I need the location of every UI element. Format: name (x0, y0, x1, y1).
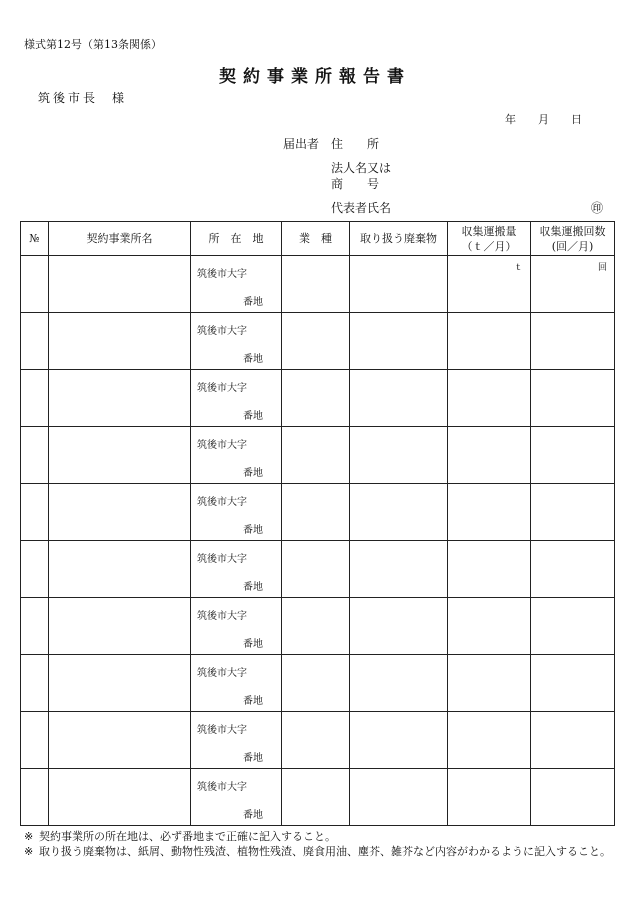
header-amount-unit: （ｔ／月） (461, 239, 517, 253)
address-suffix: 番地 (243, 639, 263, 650)
note-item (24, 844, 614, 859)
table-row (21, 256, 615, 313)
cell-no[interactable] (21, 370, 49, 427)
header-count-title: 収集運搬回数 (539, 224, 606, 238)
address-suffix: 番地 (243, 354, 263, 365)
table-row (21, 484, 615, 541)
date-day-label: 日 (571, 113, 582, 126)
cell-location[interactable] (191, 712, 282, 769)
notes (24, 829, 614, 859)
address-prefix: 筑後市大字 (197, 269, 247, 280)
cell-count[interactable] (531, 598, 615, 655)
address-suffix: 番地 (243, 696, 263, 707)
cell-amount[interactable] (448, 427, 531, 484)
addressee (38, 89, 127, 106)
cell-no[interactable] (21, 541, 49, 598)
cell-count[interactable] (531, 256, 615, 313)
cell-count[interactable] (531, 313, 615, 370)
cell-facility-name[interactable] (49, 427, 191, 484)
cell-waste[interactable] (350, 712, 448, 769)
address-prefix: 筑後市大字 (197, 326, 247, 337)
table-row (21, 655, 615, 712)
cell-count[interactable] (531, 541, 615, 598)
table-row (21, 598, 615, 655)
header-amount (448, 222, 531, 256)
count-unit: 回 (597, 263, 607, 273)
header-no: № (21, 222, 49, 256)
header-waste: 取り扱う廃棄物 (350, 222, 448, 256)
note-text: 契約事業所の所在地は、必ず番地まで正確に記入すること。 (39, 830, 336, 843)
table-header-row (21, 222, 615, 256)
cell-no[interactable] (21, 769, 49, 826)
cell-waste[interactable] (350, 427, 448, 484)
address-prefix: 筑後市大字 (197, 440, 247, 451)
document-title: 契約事業所報告書 (219, 67, 411, 87)
cell-amount[interactable] (448, 370, 531, 427)
cell-amount[interactable] (448, 712, 531, 769)
cell-industry[interactable] (282, 256, 350, 313)
report-table (20, 221, 615, 826)
cell-waste[interactable] (350, 541, 448, 598)
header-industry: 業 種 (282, 222, 350, 256)
cell-location[interactable] (191, 598, 282, 655)
cell-industry[interactable] (282, 712, 350, 769)
table-body (21, 256, 615, 826)
table-row (21, 313, 615, 370)
amount-unit: ｔ (513, 263, 523, 273)
address-prefix: 筑後市大字 (197, 554, 247, 565)
cell-industry[interactable] (282, 427, 350, 484)
address-suffix: 番地 (243, 297, 263, 308)
cell-facility-name[interactable] (49, 370, 191, 427)
cell-industry[interactable] (282, 370, 350, 427)
cell-location[interactable] (191, 370, 282, 427)
cell-amount[interactable] (448, 256, 531, 313)
cell-amount[interactable] (448, 769, 531, 826)
cell-industry[interactable] (282, 769, 350, 826)
cell-no[interactable] (21, 427, 49, 484)
cell-no[interactable] (21, 313, 49, 370)
cell-facility-name[interactable] (49, 256, 191, 313)
header-amount-title: 収集運搬量 (461, 224, 517, 238)
table-row (21, 370, 615, 427)
address-prefix: 筑後市大字 (197, 668, 247, 679)
seal-mark: ㊞ (591, 201, 604, 215)
cell-industry[interactable] (282, 484, 350, 541)
cell-count[interactable] (531, 370, 615, 427)
cell-no[interactable] (21, 655, 49, 712)
cell-amount[interactable] (448, 598, 531, 655)
address-prefix: 筑後市大字 (197, 611, 247, 622)
address-prefix: 筑後市大字 (197, 497, 247, 508)
addressee-name: 筑後市長 (38, 91, 99, 105)
address-prefix: 筑後市大字 (197, 383, 247, 394)
addressee-honorific: 様 (112, 91, 128, 105)
cell-facility-name[interactable] (49, 313, 191, 370)
cell-amount[interactable] (448, 484, 531, 541)
cell-industry[interactable] (282, 541, 350, 598)
cell-count[interactable] (531, 712, 615, 769)
address-suffix: 番地 (243, 753, 263, 764)
cell-industry[interactable] (282, 655, 350, 712)
date-line (505, 111, 582, 127)
cell-count[interactable] (531, 484, 615, 541)
corporate-name-label: 法人名又は (331, 161, 392, 175)
cell-amount[interactable] (448, 541, 531, 598)
cell-amount[interactable] (448, 313, 531, 370)
cell-facility-name[interactable] (49, 655, 191, 712)
applicant-label: 届出者 (283, 137, 320, 151)
cell-facility-name[interactable] (49, 598, 191, 655)
address-suffix: 番地 (243, 411, 263, 422)
address-suffix: 番地 (243, 525, 263, 536)
cell-amount[interactable] (448, 655, 531, 712)
cell-facility-name[interactable] (49, 541, 191, 598)
cell-waste[interactable] (350, 370, 448, 427)
cell-no[interactable] (21, 256, 49, 313)
header-count (531, 222, 615, 256)
cell-count[interactable] (531, 427, 615, 484)
cell-facility-name[interactable] (49, 769, 191, 826)
cell-location[interactable] (191, 256, 282, 313)
cell-count[interactable] (531, 769, 615, 826)
address-prefix: 筑後市大字 (197, 725, 247, 736)
cell-waste[interactable] (350, 256, 448, 313)
cell-location[interactable] (191, 427, 282, 484)
cell-no[interactable] (21, 598, 49, 655)
cell-location[interactable] (191, 655, 282, 712)
cell-location[interactable] (191, 484, 282, 541)
address-label: 住 所 (331, 137, 380, 151)
note-mark: ※ (24, 830, 34, 843)
cell-facility-name[interactable] (49, 712, 191, 769)
cell-facility-name[interactable] (49, 484, 191, 541)
cell-waste[interactable] (350, 598, 448, 655)
note-mark: ※ (24, 845, 34, 858)
address-suffix: 番地 (243, 582, 263, 593)
representative-label: 代表者氏名 (331, 201, 392, 215)
table-row (21, 541, 615, 598)
cell-no[interactable] (21, 484, 49, 541)
note-item (24, 829, 614, 844)
cell-industry[interactable] (282, 313, 350, 370)
address-suffix: 番地 (243, 468, 263, 479)
table-row (21, 427, 615, 484)
trade-name-label: 商 号 (331, 177, 380, 191)
cell-waste[interactable] (350, 769, 448, 826)
cell-location[interactable] (191, 313, 282, 370)
cell-location[interactable] (191, 541, 282, 598)
cell-industry[interactable] (282, 598, 350, 655)
cell-no[interactable] (21, 712, 49, 769)
cell-waste[interactable] (350, 484, 448, 541)
form-number: 様式第12号（第13条関係） (24, 38, 162, 51)
address-prefix: 筑後市大字 (197, 782, 247, 793)
cell-waste[interactable] (350, 313, 448, 370)
address-suffix: 番地 (243, 810, 263, 821)
header-facility-name: 契約事業所名 (49, 222, 191, 256)
table-row (21, 712, 615, 769)
date-month-label: 月 (538, 113, 549, 126)
table-row (21, 769, 615, 826)
date-year-label: 年 (505, 113, 516, 126)
cell-count[interactable] (531, 655, 615, 712)
header-location: 所 在 地 (191, 222, 282, 256)
cell-waste[interactable] (350, 655, 448, 712)
note-text: 取り扱う廃棄物は、紙屑、動物性残渣、植物性残渣、廃食用油、塵芥、雑芥など内容がわかるように記入すること。 (39, 845, 611, 858)
header-count-unit: (回／月) (551, 239, 594, 253)
cell-location[interactable] (191, 769, 282, 826)
